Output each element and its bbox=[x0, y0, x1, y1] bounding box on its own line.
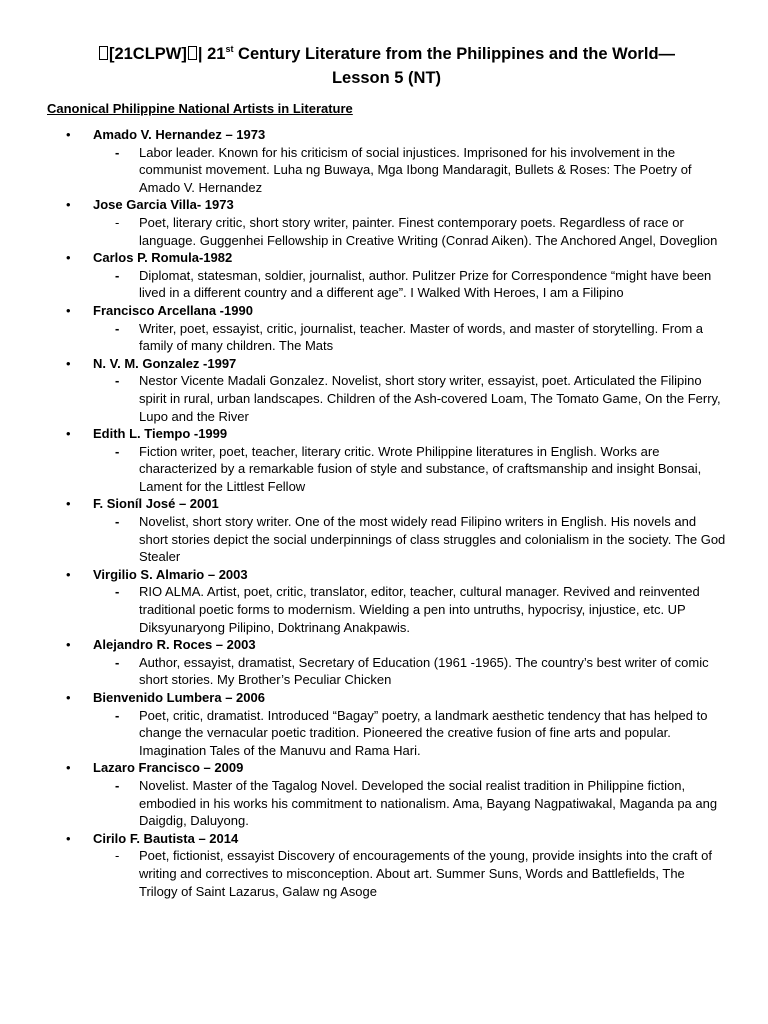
artist-name: Jose Garcia Villa- 1973 bbox=[93, 197, 234, 213]
bullet-icon: • bbox=[66, 302, 71, 318]
title-prefix: [21CLPW] bbox=[108, 45, 187, 63]
bullet-icon: • bbox=[66, 496, 71, 512]
description-text: Poet, critic, dramatist. Introduced “Bagay” poetry, a landmark aesthetic tendency that has helped to change the vernacular poetic tradition. Pioneered the creative fusion of fine arts and popular. Imagination Tales of the Manuvu and Rama Hari. bbox=[139, 707, 708, 758]
page-title bbox=[47, 42, 726, 90]
artist-description bbox=[93, 847, 726, 900]
list-item bbox=[47, 830, 726, 900]
title-rest: Century Literature from the Philippines and the World— bbox=[233, 45, 676, 63]
title-superscript: st bbox=[225, 44, 234, 54]
description-text: RIO ALMA. Artist, poet, critic, translator, editor, teacher, cultural manager. Revived and reinvented traditional poetic forms to modernism. Wielding a pen into untruths, hypocrisy, injustice, etc. UP Diksyunaryong Pilipino, Doktrinang Anakpawis. bbox=[139, 584, 700, 635]
artist-name: N. V. M. Gonzalez -1997 bbox=[93, 355, 237, 371]
bullet-icon: • bbox=[66, 127, 71, 142]
bullet-icon: • bbox=[66, 566, 71, 582]
description-text: Diplomat, statesman, soldier, journalist, author. Pulitzer Prize for Correspondence “might have been lived in a different country and a different age”. I Walked With Heroes, I am a Filipino bbox=[139, 267, 712, 301]
description-text: Labor leader. Known for his criticism of social injustices. Imprisoned for his involvement in the communist movement. Luha ng Buwaya, Mga Ibong Mandaragit, Bullets & Roses: The Poetry of Amado V. Hernandez bbox=[139, 144, 692, 195]
artist-description bbox=[93, 320, 726, 355]
title-line-1 bbox=[47, 42, 726, 66]
bullet-icon: • bbox=[66, 197, 71, 213]
artist-description bbox=[93, 654, 726, 689]
dash-marker: - bbox=[115, 777, 120, 793]
artist-name: Cirilo F. Bautista – 2014 bbox=[93, 830, 239, 846]
artist-name: Virgilio S. Almario – 2003 bbox=[93, 566, 248, 582]
title-line-2: Lesson 5 (NT) bbox=[331, 69, 442, 87]
list-item bbox=[47, 759, 726, 829]
bullet-icon: • bbox=[66, 830, 71, 846]
dash-marker: - bbox=[115, 584, 120, 600]
artist-name: Alejandro R. Roces – 2003 bbox=[93, 637, 256, 653]
dash-marker: - bbox=[115, 267, 120, 283]
description-text: Writer, poet, essayist, critic, journalist, teacher. Master of words, and master of storytelling. From a family of many children. The Mats bbox=[139, 320, 704, 354]
artist-description bbox=[93, 443, 726, 496]
bullet-icon: • bbox=[66, 355, 71, 371]
description-text: Poet, fictionist, essayist Discovery of encouragements of the young, provide insights into the craft of writing and correctives to misconception. About art. Summer Suns, Words and Battlefields, The Trilogy of Saint Lazarus, Galaw ng Asoge bbox=[139, 848, 713, 899]
dash-marker: - bbox=[115, 443, 120, 459]
dash-marker: - bbox=[115, 848, 120, 864]
artist-name: F. Sioníl José – 2001 bbox=[93, 496, 219, 512]
list-item bbox=[47, 689, 726, 759]
artist-description bbox=[93, 267, 726, 302]
bullet-icon: • bbox=[66, 760, 71, 776]
dash-marker: - bbox=[115, 214, 120, 230]
artist-description bbox=[93, 777, 726, 830]
artist-list bbox=[47, 126, 726, 900]
list-item bbox=[47, 196, 726, 249]
artist-name: Francisco Arcellana -1990 bbox=[93, 302, 253, 318]
list-item bbox=[47, 495, 726, 565]
artist-name: Bienvenido Lumbera – 2006 bbox=[93, 690, 265, 705]
list-item bbox=[47, 636, 726, 689]
artist-name: Carlos P. Romula-1982 bbox=[93, 250, 233, 266]
dash-marker: - bbox=[115, 654, 120, 670]
artist-name: Amado V. Hernandez – 1973 bbox=[93, 127, 266, 142]
description-text: Novelist. Master of the Tagalog Novel. Developed the social realist tradition in Philippine fiction, embodied in his works his commitment to nationalism. Ama, Bayang Nagpatiwakal, Maganda pa ang Daigdig, Daluyong. bbox=[139, 777, 718, 829]
section-heading: Canonical Philippine National Artists in Literature bbox=[47, 101, 353, 116]
description-text: Poet, literary critic, short story writer, painter. Finest contemporary poets. Regardless of race or language. Guggenhei Fellowship in Creative Writing (Conrad Aiken). The Anchored Angel, Doveglion bbox=[139, 214, 718, 248]
artist-description bbox=[93, 144, 726, 197]
artist-description bbox=[93, 214, 726, 249]
missing-glyph-icon bbox=[188, 46, 197, 60]
list-item bbox=[47, 249, 726, 302]
dash-marker: - bbox=[115, 514, 120, 530]
missing-glyph-icon bbox=[99, 46, 108, 60]
artist-name: Lazaro Francisco – 2009 bbox=[93, 760, 244, 776]
dash-marker: - bbox=[115, 144, 120, 160]
description-text: Author, essayist, dramatist, Secretary of Education (1961 -1965). The country’s best writer of comic short stories. My Brother’s Peculiar Chicken bbox=[139, 654, 709, 688]
dash-marker: - bbox=[115, 320, 120, 336]
list-item bbox=[47, 566, 726, 636]
list-item bbox=[47, 355, 726, 425]
bullet-icon: • bbox=[66, 426, 71, 442]
artist-description bbox=[93, 707, 726, 760]
bullet-icon: • bbox=[66, 637, 71, 653]
bullet-icon: • bbox=[66, 690, 71, 705]
artist-description bbox=[93, 583, 726, 636]
bullet-icon: • bbox=[66, 250, 71, 266]
dash-marker: - bbox=[115, 707, 120, 723]
title-separator: | 21 bbox=[197, 45, 226, 63]
artist-name: Edith L. Tiempo -1999 bbox=[93, 426, 228, 442]
dash-marker: - bbox=[115, 373, 120, 389]
description-text: Nestor Vicente Madali Gonzalez. Novelist, short story writer, essayist, poet. Articulated the Filipino spirit in rural, urban landscapes. Children of the Ash-covered Loam, The Tomato Game, On the Ferry, Lupo and the River bbox=[139, 373, 721, 424]
description-text: Fiction writer, poet, teacher, literary critic. Wrote Philippine literatures in English. Works are characterized by a remarkable fusion of style and substance, of craftsmanship and insight Bonsai, Lament for the Littlest Fellow bbox=[139, 443, 702, 494]
list-item bbox=[47, 302, 726, 355]
description-text: Novelist, short story writer. One of the most widely read Filipino writers in English. His novels and short stories depict the social underpinnings of class struggles and colonialism in the society. The God Stealer bbox=[139, 514, 726, 565]
artist-description bbox=[93, 513, 726, 566]
list-item bbox=[47, 126, 726, 196]
artist-description bbox=[93, 372, 726, 425]
list-item bbox=[47, 425, 726, 495]
